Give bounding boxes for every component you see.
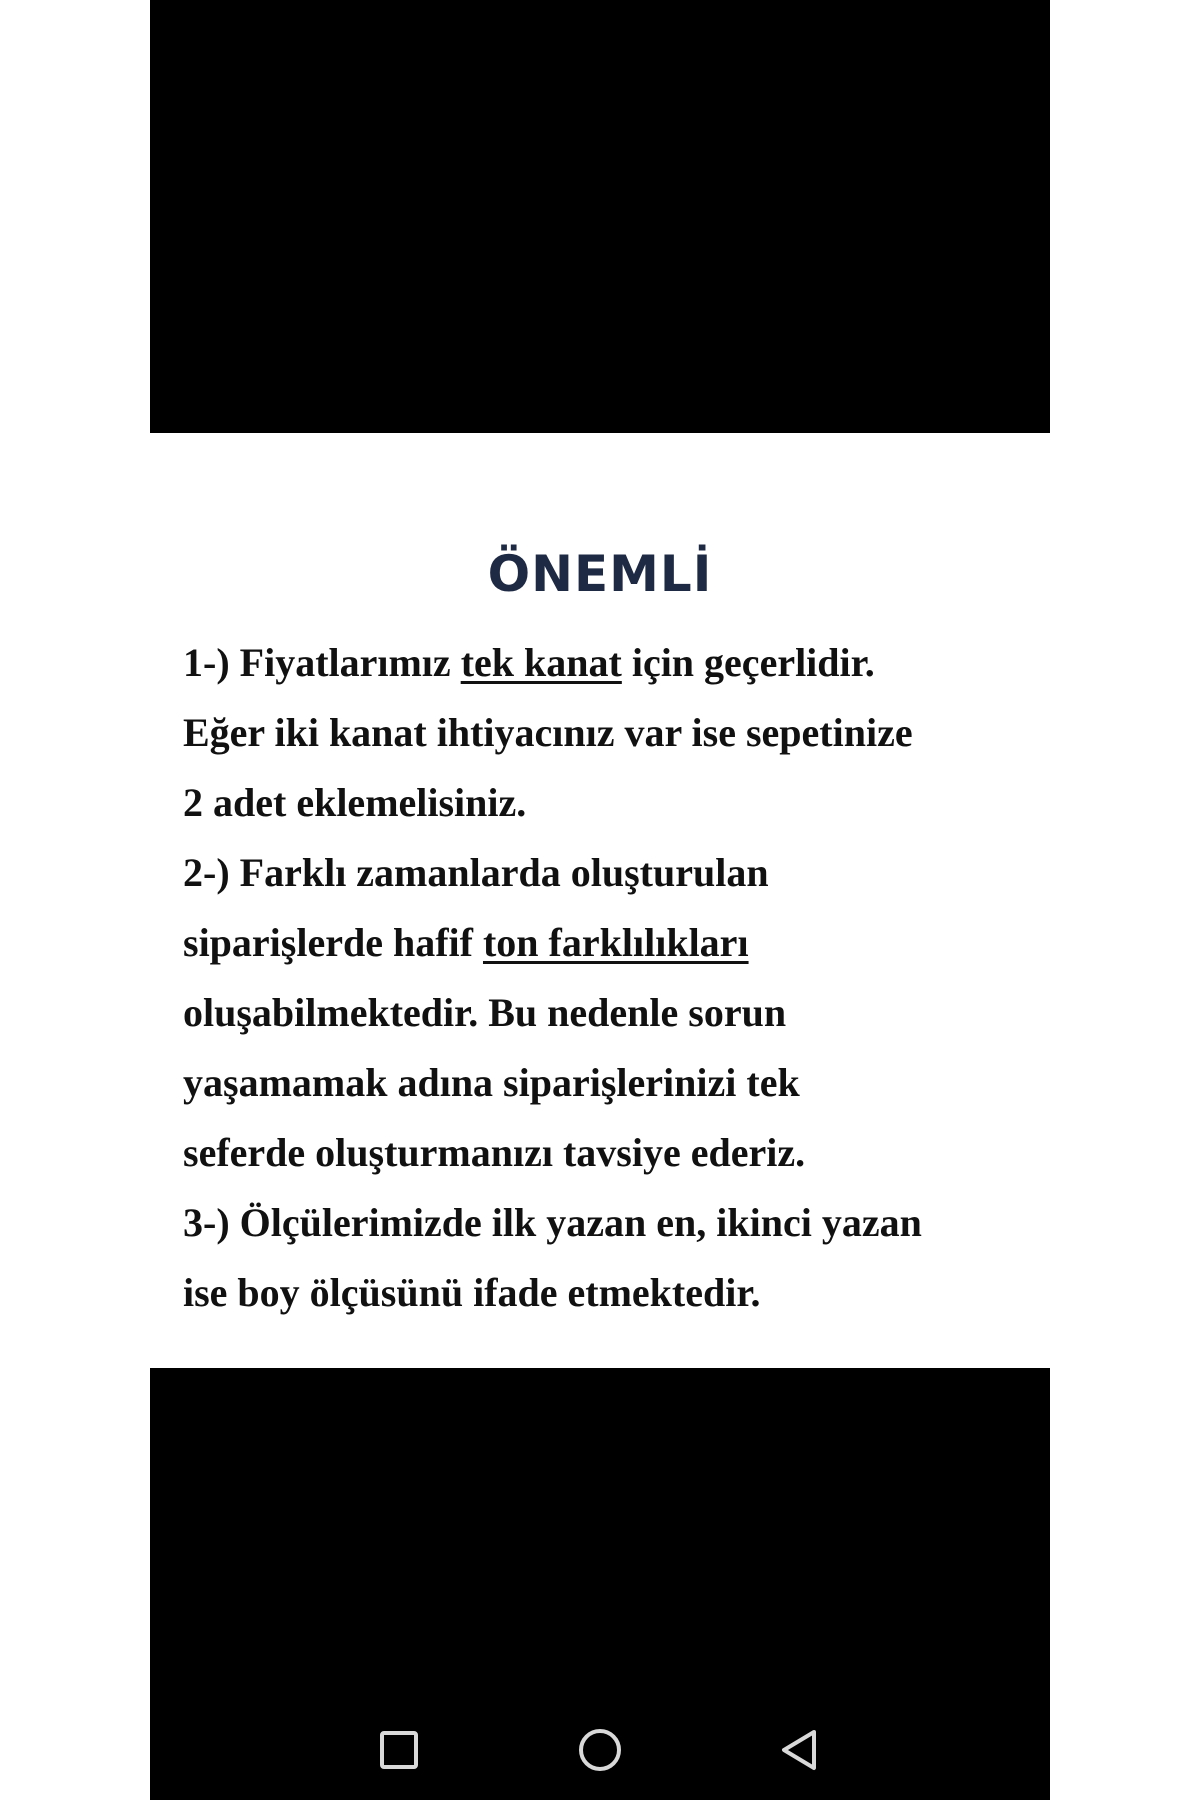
notice-line-4: 2-) Farklı zamanlarda oluşturulan xyxy=(183,850,769,895)
notice-heading: ÖNEMLİ xyxy=(487,545,713,603)
top-black-area xyxy=(150,0,1050,433)
underlined-phrase: ton farklılıkları xyxy=(482,920,749,965)
home-button[interactable] xyxy=(576,1726,624,1774)
notice-line-9: 3-) Ölçülerimizde ilk yazan en, ikinci yazan xyxy=(183,1200,922,1245)
notice-line-10: ise boy ölçüsünü ifade etmektedir. xyxy=(183,1270,761,1315)
underlined-phrase: tek kanat xyxy=(460,640,622,685)
notice-line-3: 2 adet eklemelisiniz. xyxy=(183,780,527,825)
notice-body xyxy=(183,628,1043,1328)
back-button[interactable] xyxy=(775,1726,823,1774)
navigation-bar xyxy=(150,1710,1050,1790)
square-recents-icon xyxy=(379,1730,419,1770)
triangle-back-icon xyxy=(779,1728,819,1772)
phone-screen xyxy=(150,0,1050,1800)
notice-line-6: oluşabilmektedir. Bu nedenle sorun xyxy=(183,990,787,1035)
notice-line-2: Eğer iki kanat ihtiyacınız var ise sepetinize xyxy=(183,710,913,755)
notice-image xyxy=(150,433,1050,1368)
notice-line-5: siparişlerde hafif ton farklılıkları xyxy=(183,920,749,965)
notice-line-7: yaşamamak adına siparişlerinizi tek xyxy=(183,1060,800,1105)
recents-button[interactable] xyxy=(375,1726,423,1774)
notice-line-1: 1-) Fiyatlarımız tek kanat için geçerlidir. xyxy=(183,640,875,685)
notice-line-8: seferde oluşturmanızı tavsiye ederiz. xyxy=(183,1130,806,1175)
circle-home-icon xyxy=(578,1728,622,1772)
